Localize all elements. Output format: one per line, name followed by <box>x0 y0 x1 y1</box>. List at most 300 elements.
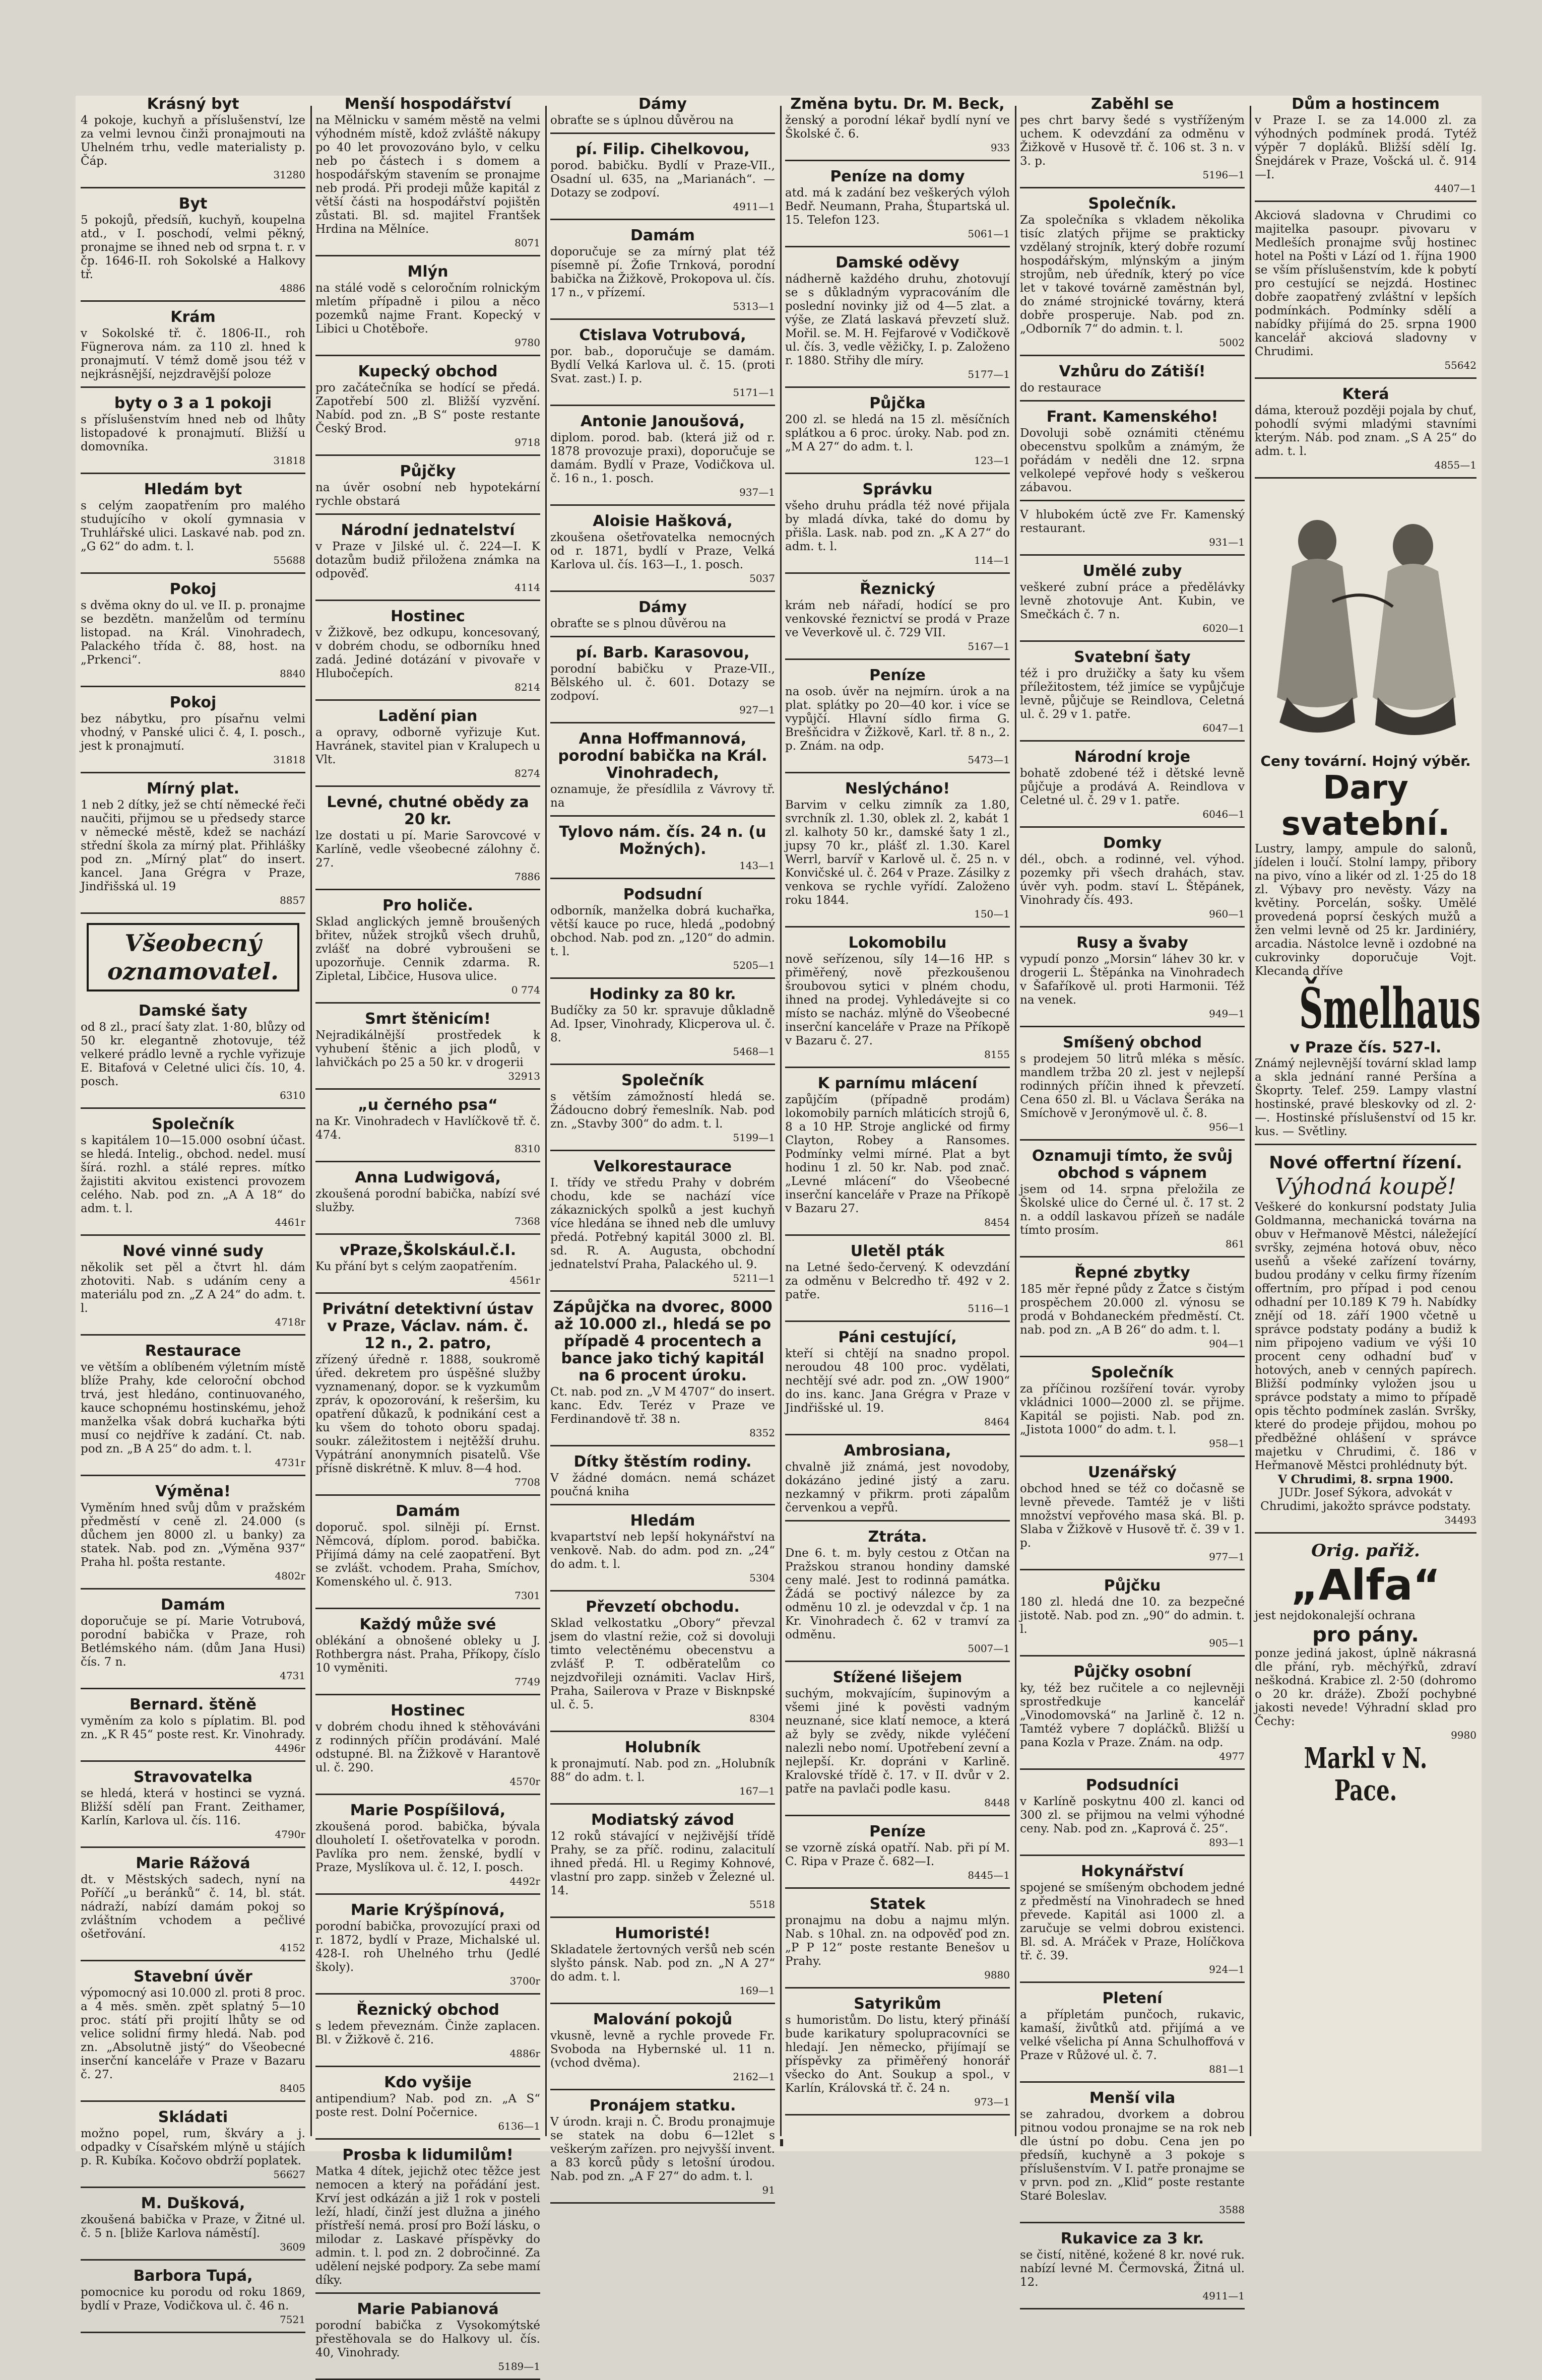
ad-heading: Půjčku <box>1104 1577 1161 1595</box>
ad-heading: Která <box>1342 385 1389 403</box>
ad-body: na Kr. Vinohradech v Havlíčkově tř. č. 474. <box>315 1115 540 1142</box>
ad-body: krám neb nářadí, hodící se pro venkovské řeznictví se prodá v Praze ve Veverkově ul. č. 729 VII. <box>785 599 1010 639</box>
ad-heading: byty o 3 a 1 pokoji <box>114 394 272 412</box>
ad-body: za příčinou rozšíření továr. vyroby vkládnici 1000—2000 zl. se přijme. Kapitál se pojisti. Nab. pod zn. „Jistota 1000“ do adm. t. l. <box>1020 1382 1245 1436</box>
classified-ad <box>550 886 775 979</box>
ad-code: 114—1 <box>974 554 1010 566</box>
classified-ad <box>81 1769 305 1848</box>
column-4 <box>782 96 1013 2136</box>
ad-body: Nejradikálnější prostředek k vyhubení štěnic a jich plodů, v lahvičkách po 25 a 50 kr. v drogerii <box>315 1029 540 1069</box>
ad-code: 169—1 <box>739 1985 775 1997</box>
ad-heading: Velkorestaurace <box>593 1158 732 1175</box>
ad-heading: Peníze <box>869 667 926 684</box>
ad-code: 6046—1 <box>1202 808 1245 820</box>
ad-heading: Řepné zbytky <box>1074 1264 1190 1282</box>
ad-body: několik set pěl a čtvrt hl. dám zhotoviti. Nab. s udáním ceny a materiálu pod zn. „Z A 24“ do adm. t. l. <box>81 1261 305 1315</box>
ad-heading: Vzhůru do Zátiší! <box>1059 363 1206 380</box>
ad-heading: Marie Pabianová <box>357 2300 499 2318</box>
ad-code: 5171—1 <box>733 386 775 399</box>
ad-code: 5167—1 <box>968 640 1010 652</box>
classified-ad <box>1020 1265 1245 1357</box>
ad-body: pro začátečníka se hodící se předá. Zapotřebí 500 zl. Bližší vyzvění. Nabíd. pod zn. „B S“ poste restante Český Brod. <box>315 381 540 435</box>
ad-code: 9780 <box>515 337 540 349</box>
classified-ad <box>550 599 775 637</box>
ad-heading: Marie Rážová <box>136 1855 250 1872</box>
column-rule <box>310 106 312 2136</box>
ad-heading: Hledám <box>630 1512 695 1530</box>
column-rule <box>1015 106 1016 2136</box>
ad-body: Sklad anglických jemně broušených břitev, nůžek strojků všech druhů, zvlášť na dobré vybroušeni se upozorňuje. Cennik zdarma. R. Zipletal, Libčice, Husova ulice. <box>315 915 540 983</box>
ad-body: veškeré zubní práce a předělávky levně zhotovuje Ant. Kubin, ve Smečkách č. 7 n. <box>1020 581 1245 621</box>
ad-heading: Pro holiče. <box>382 897 473 914</box>
classified-ad <box>81 481 305 574</box>
ad-body: nádherně každého druhu, zhotovují se s důkladným vypracováním dle poslední novinky již od 4—5 zlat. a výše, ze Zlatá laskavá převzetí služ. Mořil. se. M. H. Fejfarové v Vodičkově ul. čís. 3, vedle věžičky, I. p. Založeno r. 1880. Střihy dle míry. <box>785 273 1010 367</box>
classified-ad <box>1020 563 1245 642</box>
classified-ad <box>550 824 775 879</box>
ad-body: jsem od 14. srpna přeložila ze Školské ulice do Černé ul. č. 17 st. 2 n. a oddíl laskavou přízeň se nadále tímto prosím. <box>1020 1183 1245 1237</box>
ad-heading: Smíšený obchod <box>1062 1034 1202 1051</box>
classified-ad <box>315 1242 540 1294</box>
ad-heading: Holubník <box>624 1739 701 1756</box>
ad-body: Lustry, lampy, ampule do salonů, jídelen i loučí. Stolní lampy, přibory na pivo, víno a likér od zl. 1·25 do 18 zl. Výbavy pro nevěsty. Vázy na květiny. Porcelán, sošky. Umělé provedená poprsí českých mužů a žen velmi levně od 25 kr. Jardiniéry, arcadia. Nástolce levně i ozdobné na cukrovinky doporučuje Vojt. Klecanda dříve <box>1255 842 1476 978</box>
ad-body: v Praze I. se za 14.000 zl. za výhodných podmínek prodá. Tytéž výpěr 7 dopláků. Bližší sdělí Ig. Šnejdárek v Praze, Vošcká ul. č. 914—I. <box>1255 114 1476 181</box>
ad-heading: Páni cestující, <box>838 1329 957 1346</box>
ad-code: 8445—1 <box>968 1869 1010 1881</box>
classified-ad <box>550 1599 775 1732</box>
classified-ad <box>1255 209 1476 379</box>
ad-heading: Zaběhl se <box>1090 95 1174 113</box>
alfa-body-2: ponze jediná jakost, úplně nákrasná dle přání, ryb. měchýřků, zdraví neškodná. Krabice zl. 2·50 (dohromo o 20 kr. dráže). Zboží pochybné jakosti nevede! Výhradní sklad pro Čechy: <box>1255 1647 1476 1728</box>
classified-ad <box>785 1075 1010 1236</box>
ad-heading: Marie Pospíšilová, <box>350 1802 506 1819</box>
classified-ad <box>1020 835 1245 928</box>
ad-code: 31818 <box>273 754 305 766</box>
ad-heading: Domky <box>1103 834 1162 852</box>
ad-heading: Uletěl pták <box>850 1242 945 1260</box>
ad-body: V úrodn. kraji n. Č. Brodu pronajmuje se statek na dobu 6—12let s veškerým zařízen. pro nejvyšší invent. a 83 korců půdy s letošní úrodou. Nab. pod zn. „A F 27“ do adm. t. l. <box>550 2115 775 2183</box>
ad-heading: Mlýn <box>407 263 448 281</box>
ad-heading: vPraze,Školskául.č.I. <box>339 1241 517 1259</box>
classified-ad <box>315 708 540 787</box>
ad-heading: Anna Ludwigová, <box>355 1169 501 1186</box>
ad-code: 150—1 <box>974 908 1010 920</box>
classified-ad <box>81 1483 305 1590</box>
ad-code: 8857 <box>280 894 305 906</box>
ad-code: 8464 <box>984 1416 1010 1428</box>
ad-body: por. bab., doporučuje se damám. Bydlí Velká Karlova ul. č. 15. (proti Svat. zast.) I. p. <box>550 345 775 385</box>
ad-heading: Národní kroje <box>1074 748 1191 766</box>
ad-body: s humoristům. Do listu, který přináší bude karikatury spolupracovníci se hledají. Jen německo, přijímají se příspěvky za přiměřený honorář všecko do Ant. Soukup a spol., v Karlín, Královská tř. č. 24 n. <box>785 2014 1010 2095</box>
ad-body: porodní babička z Vysokomýtské přestěhovala se do Halkovy ul. čís. 40, Vinohrady. <box>315 2319 540 2359</box>
fold-mark <box>780 2139 783 2146</box>
ad-code: 8454 <box>984 1216 1010 1228</box>
ad-code: 7368 <box>515 1215 540 1227</box>
classified-ad <box>785 1669 1010 1816</box>
classified-ad <box>1020 96 1245 188</box>
ad-heading: Menší hospodářství <box>344 95 511 113</box>
classified-ad <box>315 263 540 356</box>
ad-heading: Bernard. štěně <box>130 1696 256 1713</box>
ad-code: 8310 <box>515 1143 540 1155</box>
ad-body: lze dostati u pí. Marie Sarovcové v Karlíně, vedle všeobecné zálohny č. 27. <box>315 829 540 870</box>
ad-heading: K parnímu mlácení <box>817 1075 978 1092</box>
ad-body: v Žižkově, bez odkupu, koncesovaný, v dobrém chodu, se odborníku hned zadá. Jediné dotázání v pivovaře v Hlubočepích. <box>315 626 540 680</box>
classified-ad <box>315 522 540 601</box>
ad-code: 949—1 <box>1209 1008 1245 1020</box>
ad-code: 5211—1 <box>733 1272 775 1284</box>
ad-heading: Převzetí obchodu. <box>586 1598 740 1616</box>
classified-ad <box>1020 1364 1245 1457</box>
ad-heading: pí. Filip. Cihelkovou, <box>575 141 750 158</box>
ad-code: 3588 <box>1219 2204 1245 2216</box>
classified-ad <box>81 1343 305 1476</box>
ad-code: 5177—1 <box>968 368 1010 380</box>
ad-body: obraťte se s úplnou důvěrou na <box>550 114 734 127</box>
ad-heading: Tylovo nám. čís. 24 n. (u Možných). <box>559 823 766 858</box>
ad-heading: Kupecký obchod <box>358 363 498 380</box>
classified-ad <box>1020 363 1245 402</box>
ad-code: 3700r <box>509 1975 540 1987</box>
ad-heading: Lokomobilu <box>848 934 947 952</box>
classified-ad <box>81 1968 305 2102</box>
ad-code: 5002 <box>1219 337 1245 349</box>
ad-heading: Frant. Kamenského! <box>1046 408 1218 426</box>
ad-heading: Hledám byt <box>144 481 242 498</box>
classified-ad <box>550 227 775 320</box>
ad-code: 6020—1 <box>1202 622 1245 634</box>
ad-code: 56627 <box>273 2168 305 2180</box>
classified-ad <box>550 413 775 506</box>
ad-body: antipendium? Nab. pod zn. „A S“ poste rest. Dolní Počernice. <box>315 2092 540 2119</box>
ad-body: dáma, kterouž později pojala by chuť, pohodlí svými mladými stavními kterým. Náb. pod znam. „S A 25“ do adm. t. l. <box>1255 404 1476 458</box>
ad-heading: Rukavice za 3 kr. <box>1060 2230 1204 2247</box>
ad-code: 4911—1 <box>1202 2290 1245 2302</box>
ad-heading: Společník. <box>1088 195 1177 213</box>
ad-body: doporučuje se za mírný plat též písemně pí. Žofie Trnková, porodní babička na Žižkově, Prokopova ul. čís. 17 n., v přízemí. <box>550 245 775 299</box>
classified-ad <box>550 986 775 1065</box>
classified-ad <box>315 1301 540 1496</box>
ad-heading: Řeznický obchod <box>356 2001 499 2019</box>
ad-heading: Podsudníci <box>1085 1776 1179 1794</box>
ad-heading: Prosba k lidumilům! <box>342 2146 513 2164</box>
ad-code: 4886r <box>509 2047 540 2060</box>
ad-code: 123—1 <box>974 454 1010 467</box>
ad-body: v dobrém chodu ihned k stěhováváni z rodinných příčin prodávání. Malé odstupné. Bl. na Žižkově v Harantově ul. č. 290. <box>315 1721 540 1774</box>
column-3 <box>547 95 778 2196</box>
ad-code: 4886 <box>280 282 305 294</box>
brand-address: v Praze čís. 527-I. <box>1290 1039 1442 1056</box>
ad-code: 5304 <box>749 1572 775 1584</box>
ad-body: s celým zaopatřením pro malého studujícího v okolí gymnasia v Truhlářské ulici. Laskavé nab. pod zn. „G 62“ do adm. t. l. <box>81 499 305 553</box>
ad-heading: Půjčka <box>869 394 926 412</box>
ad-heading: Pletení <box>1102 1990 1163 2007</box>
ad-code: 960—1 <box>1209 908 1245 920</box>
ad-heading: Skládati <box>158 2108 228 2126</box>
ad-code: 2162—1 <box>733 2071 775 2083</box>
classified-ad <box>315 1011 540 1090</box>
ad-body: porod. babičku. Bydlí v Praze-VII., Osadní ul. 635, na „Marianách“. — Dotazy se zodpoví. <box>550 159 775 200</box>
ad-code: 927—1 <box>739 704 775 716</box>
ad-body: zkoušená porodní babička, nabízí své služby. <box>315 1187 540 1214</box>
ad-heading: Damám <box>161 1596 225 1614</box>
classified-ad <box>315 1902 540 1995</box>
classified-ad <box>81 395 305 474</box>
classified-ad <box>550 513 775 592</box>
ad-body: 5 pokojů, předsíň, kuchyň, koupelna atd., v I. poschodí, velmi pěkný, pronajme se ihned neb od srpna t. r. v čp. 1646-II. roh Sokolské a Halkovy tř. <box>81 214 305 281</box>
ad-code: 4977 <box>1219 1750 1245 1762</box>
ad-body: zapůjčím (případně prodám) lokomobily parních mláticích strojů 6, 8 a 10 HP. Stroje anglické od firmy Clayton, Robey a Ransomes. Podmínky velmi mírné. Plat a byt hodinu 1 zl. 50 kr. Nab. pod znač. „Levné mlácení“ do Všeobecné inserční kanceláře v Praze na Příkopě v Bazaru 27. <box>785 1093 1010 1215</box>
ad-body: porodní babičku v Praze-VII., Bělského ul. č. 601. Dotazy se zodpoví. <box>550 663 775 703</box>
ad-code: 55688 <box>273 554 305 566</box>
ad-heading: Hokynářství <box>1081 1863 1184 1880</box>
ad-code: 4561r <box>509 1274 540 1286</box>
ad-body: se vzorně získá opatří. Nab. při pí M. C. Ripa v Praze č. 682—I. <box>785 1841 1010 1868</box>
alfa-kicker: Orig. pařiž. <box>1311 1541 1420 1561</box>
ad-heading: Damské oděvy <box>836 254 959 272</box>
ad-heading: Pronájem statku. <box>589 2097 736 2114</box>
ad-code: 4492r <box>509 1875 540 1887</box>
ad-heading: Levné, chutné obědy za 20 kr. <box>327 794 529 828</box>
classified-ad <box>785 1442 1010 1522</box>
classified-ad <box>315 608 540 701</box>
classified-ad <box>1020 409 1245 501</box>
classified-ad <box>1020 749 1245 828</box>
ad-code: 5468—1 <box>733 1045 775 1057</box>
classified-ad <box>1020 1577 1245 1657</box>
ad-headline: Dary svatební. <box>1281 769 1450 843</box>
ad-code: 91 <box>762 2184 775 2196</box>
classified-ad <box>315 1169 540 1235</box>
ad-body: od 8 zl., prací šaty zlat. 1·80, blůzy od 50 kr. elegantně zhotovuje, též velkeré prádlo levně a rychle vyřizuje E. Bitafová v Celetné ulici čís. 10, 4. posch. <box>81 1021 305 1088</box>
ad-heading: Společník <box>152 1115 234 1133</box>
classified-ad <box>315 2301 540 2380</box>
ad-body: ky, též bez ručitele a co nejlevněji sprostředkuje kancelář „Vinodomovská“ na Jarlině č. 12 n. Tamtéž vybere 7 dopláčků. Bližší u pana Kozla v Praze. Znám. na odp. <box>1020 1682 1245 1749</box>
ad-code: 4407—1 <box>1434 182 1476 194</box>
column-6 <box>1252 96 1480 2136</box>
classified-ad <box>81 2195 305 2261</box>
ad-body: též i pro družičky a šaty ku všem příležitostem, též jimíce se vypůjčuje levně, půjčuje se Reindlova, Celetná ul. č. 29 v 1. patře. <box>1020 667 1245 721</box>
ad-body: vkusně, levně a rychle provede Fr. Svoboda na Hybernské ul. 11 n. (vchod dvěma). <box>550 2029 775 2070</box>
ad-code: 4911—1 <box>733 201 775 213</box>
ad-body: v Praze v Jilské ul. č. 224—I. K dotazům budiž přiložena známka na odpověď. <box>315 540 540 580</box>
classified-ad <box>1020 1464 1245 1570</box>
ad-body: I. třídy ve středu Prahy v dobrém chodu, kde se nachází více zákaznických spolků a jest kuchyň více hledána se ihned neb dle umluvy předá. Potřebný kapitál 3000 zl. Bl. sd. R. A. Augusta, obchodní jednatelství Praha, Palackého ul. 9. <box>550 1176 775 1271</box>
ad-code: 5205—1 <box>733 959 775 971</box>
ad-body: oblékání a obnošené obleky u J. Rothbergra nást. Praha, Příkopy, číslo 10 vyměniti. <box>315 1634 540 1675</box>
ad-body: Vyměním hned svůj dům v pražském předměstí v ceně zl. 24.000 (s důchem jen 8000 zl. u banky) za statek. Nab. pod zn. „Výměna 937“ Praha hl. pošta restante. <box>81 1501 305 1569</box>
ad-body: obchod hned se též co dočasně se levně převede. Tamtéž je v lišti množství vepřového masa ská. Bl. p. Slaba v Žižkově v Husově tř. č. 39 v 1. p. <box>1020 1482 1245 1550</box>
ad-body: Dovoluji sobě oznámiti ctěnému obecenstvu spolkům a známým, že pořádám v neděli dne 12. srpna velkolepé vepřové hody s veškerou zábavou. <box>1020 427 1245 494</box>
classified-ad <box>1020 2230 1245 2309</box>
ad-code: 5313—1 <box>733 300 775 312</box>
classified-ad <box>550 1299 775 1446</box>
ad-code: 7886 <box>515 871 540 883</box>
classified-ad <box>785 1823 1010 1889</box>
classified-ad <box>1020 1664 1245 1770</box>
notice-signature-2: JUDr. Josef Sýkora, advokát v Chrudimi, jakožto správce podstaty. <box>1260 1486 1471 1513</box>
ad-code: 4731 <box>280 1670 305 1682</box>
ad-code: 6136—1 <box>498 2120 540 2132</box>
ad-body: zkoušena ošetřovatelka nemocných od r. 1871, bydlí v Praze, Velká Karlova ul. čís. 163—I., 1. posch. <box>550 531 775 571</box>
ad-body: se hledá, která v hostinci se vyzná. Bližší sdělí pan Frant. Zeithamer, Karlín, Karlova ul. čís. 116. <box>81 1787 305 1827</box>
ad-code: 31818 <box>273 454 305 467</box>
ad-body: bez nábytku, pro písařnu velmi vhodný, v Panské ulici č. 4, I. posch., jest k pronajmutí. <box>81 712 305 753</box>
classified-ad <box>550 1072 775 1151</box>
ad-body: spojené se smíšeným obchodem jedné z předměstí na Vinohradech se hned převede. Kapitál asi 1000 zl. a zaručuje se velmi dobrou existenci. Bl. sd. A. Mráček v Praze, Holíčkova tř. č. 39. <box>1020 1881 1245 1962</box>
classified-ad <box>315 794 540 890</box>
ad-code: 8352 <box>749 1427 775 1439</box>
ad-body: porodní babička, provozující praxi od r. 1872, bydlí v Praze, Michalské ul. 428-I. roh Uhelného trhu (Jedlé školy). <box>315 1920 540 1974</box>
ad-heading: Výměna! <box>155 1483 231 1500</box>
ad-code: 6310 <box>280 1089 305 1101</box>
ad-code: 8214 <box>515 681 540 693</box>
ad-heading: Společník <box>621 1072 704 1089</box>
ad-body: kteří si chtějí na snadno propol. neroudou 48 100 proc. vydělati, nechtějí své adr. pod zn. „OW 1900“ do ins. kanc. Jana Grégra v Praze v Jindřišské ul. 19. <box>785 1347 1010 1415</box>
figurine-illustration <box>1257 486 1474 748</box>
classified-ad <box>785 1529 1010 1662</box>
column-rule <box>545 106 547 2136</box>
classified-ad <box>81 1116 305 1236</box>
ad-body: na osob. úvěr na nejmírn. úrok a na plat. splátky po 20—40 kor. i více se vypůjčí. Hlavní sídlo firma G. Brešňcidra v Žižkově, Karl. tř. 8 n., 2. p. Znám. na odp. <box>785 685 1010 753</box>
classified-ad <box>81 309 305 388</box>
ad-heading: Rusy a švaby <box>1076 934 1188 952</box>
ad-heading: Národní jednatelství <box>341 521 515 539</box>
ad-code: 8274 <box>515 767 540 779</box>
ad-body: oznamuje, že přesídlila z Vávrovy tř. na <box>550 783 775 810</box>
classified-ad <box>81 2109 305 2188</box>
ad-body: suchým, mokvajícím, šupinovým a všemi jiné k pověsti vadným neuznané, sice klatí nemoce, a která až byly se zvědy, nikde vyléčení nalezli nebo nomí. Upotřebení zevní a nejlepší. Kr. dopráni v Karlině. Kralovské třídě č. 17. v II. dvůr v 2. patře na pavlači podle kasu. <box>785 1687 1010 1796</box>
ad-code: 5518 <box>749 1898 775 1910</box>
ad-body: V hlubokém úctě zve Fr. Kamenský restaurant. <box>1020 508 1245 535</box>
ad-body: na Letné šedo-červený. K odevzdání za odměnu v Belcredho tř. 492 v 2. patře. <box>785 1261 1010 1301</box>
section-banner: Všeobecný oznamovatel. <box>87 923 299 991</box>
ad-code: 0 774 <box>511 984 540 996</box>
ad-code: 904—1 <box>1209 1338 1245 1350</box>
classified-ad <box>550 1158 775 1292</box>
ad-body: v Sokolské tř. č. 1806-II., roh Fügnerova nám. za 110 zl. hned k pronajmutí. V témž domě jsou též v nejkrásnější, nejzdravější poloze <box>81 327 305 381</box>
classified-ad <box>550 1739 775 1805</box>
ad-body: vypudí ponzo „Morsin“ láhev 30 kr. v drogerii L. Štěpánka na Vinohradech v Šafaříkově ul. proti Harmonii. Též na venek. <box>1020 953 1245 1007</box>
ad-body: vyměním za kolo s píplatim. Bl. pod zn. „K R 45“ poste rest. Kr. Vinohrady. <box>81 1714 305 1741</box>
ad-heading: Anna Hoffmannová, porodní babička na Král. Vinohradech, <box>558 730 767 782</box>
ad-body: zkoušená porod. babička, bývala dlouholetí I. ošetřovatelka v porodn. Pavlíka pro nem. ženské, bydlí v Praze, Myslíkova ul. č. 12, I. posch. <box>315 1820 540 1874</box>
column-rule <box>780 106 782 2136</box>
classified-ad <box>550 141 775 220</box>
ad-body: do restaurace <box>1020 381 1102 394</box>
ad-heading: Podsudní <box>623 886 702 903</box>
classified-ad <box>550 1512 775 1592</box>
ad-code: 9718 <box>515 436 540 448</box>
ad-body: všeho druhu prádla též nové přijala by mladá dívka, také do domu by přišla. Lask. nab. pod zn. „K A 27“ do adm. t. l. <box>785 499 1010 553</box>
ad-heading: „u černého psa“ <box>358 1096 498 1114</box>
offertni-rizeni-ad <box>1255 1152 1476 1534</box>
classified-ad <box>1255 386 1476 479</box>
ad-heading: Antonie Janoušová, <box>580 413 745 430</box>
ad-heading: Oznamuji tímto, že svůj obchod s vápnem <box>1032 1147 1233 1182</box>
ad-code: 937—1 <box>739 486 775 498</box>
notice-signature: V Chrudimi, 8. srpna 1900. <box>1277 1473 1454 1486</box>
classified-ad <box>1020 1777 1245 1856</box>
ad-body: s kapitálem 10—15.000 osobní účast. se hledá. Intelig., obchod. nedel. musí šírá. rozhl. a stálé repres. mítko žajistiti akvitou existenci provozem celého. Nab. pod zn. „A A 18“ do adm. t. l. <box>81 1134 305 1215</box>
ad-body: Budíčky za 50 kr. spravuje důkladně Ad. Ipser, Vinohrady, Klicperova ul. č. 8. <box>550 1004 775 1044</box>
classified-ad <box>81 1597 305 1689</box>
classified-ad <box>81 1243 305 1336</box>
classified-ad <box>550 2011 775 2090</box>
ad-body: 200 zl. se hledá na 15 zl. měsíčních splátkou a 6 proc. úroky. Nab. pod zn. „M A 27“ do adm. t. l. <box>785 413 1010 453</box>
ad-code: 5199—1 <box>733 1132 775 1144</box>
ad-code: 4496r <box>275 1742 305 1754</box>
ad-code: 4855—1 <box>1434 459 1476 471</box>
ad-code: 4152 <box>280 1942 305 1954</box>
classified-ad <box>785 780 1010 928</box>
classified-ad <box>315 463 540 515</box>
ad-heading: Neslýcháno! <box>845 780 950 798</box>
ad-heading: Damám <box>630 227 695 244</box>
ad-code: 4461r <box>275 1216 305 1228</box>
alfa-ad <box>1255 1541 1476 1807</box>
ad-body: se čistí, nitěné, kožené 8 kr. nové ruk. nabízí levné M. Čermovská, Žitná ul. 12. <box>1020 2249 1245 2289</box>
ad-body: s větším zámožností hledá se. Žádoucno dobrý řemeslník. Nab. pod zn. „Stavby 300“ do adm. t. l. <box>550 1090 775 1131</box>
ad-code: 931—1 <box>1209 536 1245 548</box>
ad-heading: Dítky štěstím rodiny. <box>573 1453 752 1471</box>
ad-code: 8840 <box>280 668 305 680</box>
ad-heading: Hostinec <box>391 608 465 625</box>
ad-code: 893—1 <box>1209 1836 1245 1848</box>
ad-body: s ledem převeznám. Činže zaplacen. Bl. v Žižkově č. 216. <box>315 2020 540 2046</box>
ad-body: Barvim v celku zimník za 1.80, svrchník zl. 1.30, oblek zl. 2, kabát 1 zl. kalhoty 50 kr., damské šaty 1 zl., jupsy 70 kr., plášť zl. 1.30. Karel Werrl, barvíř v Karlově ul. č. 25 n. v Konvičské ul. č. 264 v Praze. Zásilky z venkova se rychle vyřídí. Založeno roku 1844. <box>785 799 1010 907</box>
classified-ad <box>550 1453 775 1505</box>
classified-ad <box>785 96 1010 161</box>
ad-code: 4731r <box>275 1457 305 1469</box>
ad-body: Skladatele žertovných veršů neb scén slyšto pánsk. Nab. pod zn. „N A 27“ do adm. t. l. <box>550 1943 775 1984</box>
ad-code: 8304 <box>749 1712 775 1725</box>
classified-ad <box>1020 1863 1245 1983</box>
ad-heading: Ladění pian <box>378 707 478 725</box>
ad-code: 861 <box>1225 1238 1245 1250</box>
ad-heading: Nové vinné sudy <box>122 1242 264 1260</box>
ad-body: odborník, manželka dobrá kuchařka, větší kauce po ruce, hledá „podobný obchod. Nab. pod zn. „120“ do admin. t. l. <box>550 904 775 958</box>
ad-heading: Změna bytu. Dr. M. Beck, <box>790 95 1005 113</box>
ad-body: k pronajmutí. Nab. pod zn. „Holubník 88“ do adm. t. l. <box>550 1757 775 1784</box>
ad-body: 180 zl. hledá dne 10. za bezpečné jistotě. Nab. pod zn. „90“ do admin. t. l. <box>1020 1596 1245 1636</box>
classified-ad <box>785 481 1010 574</box>
classified-ad <box>315 897 540 1004</box>
ad-code: 933 <box>990 142 1010 154</box>
ad-heading: pí. Barb. Karasovou, <box>575 644 750 662</box>
ad-code: 143—1 <box>739 860 775 872</box>
ad-code: 924—1 <box>1209 1963 1245 1975</box>
ad-body: na stálé vodě s celoročním rolnickým mletím případně i pilou a něco pozemků najme Frant. Kopecký v Libici u Chotěboře. <box>315 282 540 336</box>
ad-code: 973—1 <box>974 2096 1010 2108</box>
classified-ad <box>785 581 1010 660</box>
ad-body: s dvěma okny do ul. ve II. p. pronajme se bezdětn. manželům od termínu listopad. na Král. Vinohradech, Palackého třída č. 88, host. na „Prkenci“. <box>81 599 305 667</box>
ad-heading: Humoristé! <box>615 1925 711 1942</box>
column-5 <box>1017 95 1248 2302</box>
ad-heading: Damské šaty <box>138 1002 248 1020</box>
ad-code: 167—1 <box>739 1785 775 1797</box>
classified-ad <box>785 1896 1010 1989</box>
ad-body: doporučuje se pí. Marie Votrubová, porodní babička v Praze, roh Betlémského nám. (dům Jana Husi) čís. 7 n. <box>81 1615 305 1669</box>
ad-heading: Stížené lišejem <box>832 1669 962 1686</box>
ad-heading: Půjčky osobní <box>1073 1663 1191 1681</box>
ad-body: dt. v Městských sadech, nyní na Poříčí „u beránků“ č. 14, bl. stát. nádraží, nabízí damám pokoj so zvláštním vchodem a pečlivé ošetřování. <box>81 1873 305 1941</box>
ad-code: 8405 <box>280 2082 305 2094</box>
ad-heading: Stavební úvěr <box>134 1968 252 1986</box>
ad-heading: Privátní detektivní ústav v Praze, Václav. nám. č. 12 n., 2. patro, <box>322 1300 534 1352</box>
ad-body: pomocnice ku porodu od roku 1869, bydlí v Praze, Vodičkova ul. č. 46 n. <box>81 2286 305 2312</box>
dary-svatebni-ad <box>1255 753 1481 1145</box>
ad-heading: Menší vila <box>1089 2089 1176 2107</box>
